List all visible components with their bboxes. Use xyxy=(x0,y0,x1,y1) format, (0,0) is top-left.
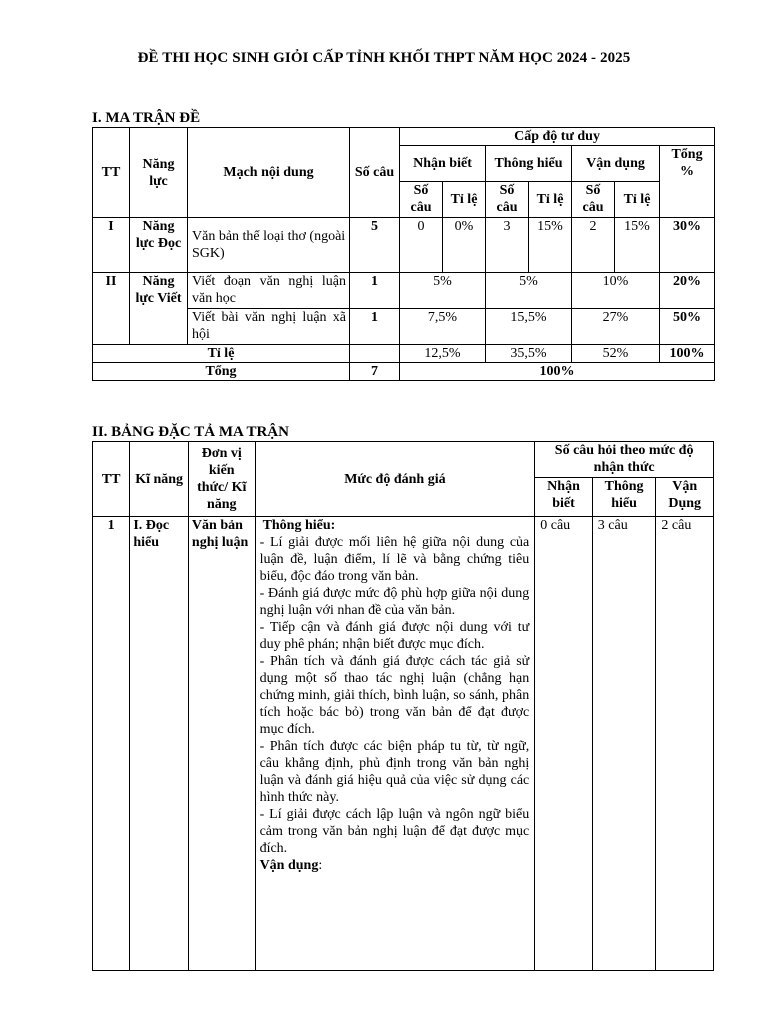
header-van-dung: Vận Dụng xyxy=(656,478,714,517)
row-noi-dung: Viết đoạn văn nghị luận văn học xyxy=(188,273,350,309)
header-vd-ti-le: Tỉ lệ xyxy=(615,182,660,218)
row-ki-nang: I. Đọc hiểu xyxy=(130,517,189,971)
ti-le-so-cau-empty xyxy=(350,345,400,363)
van-dung-line xyxy=(260,857,530,874)
header-tt: TT xyxy=(93,128,130,218)
criterion-item: - Đánh giá được mức độ phù hợp giữa nội dung nghị luận với nhan đề của văn bản. xyxy=(259,586,530,618)
tong-value: 100% xyxy=(400,363,715,381)
header-thong-hieu: Thông hiểu xyxy=(592,478,656,517)
header-nang-luc: Năng lực xyxy=(130,128,188,218)
van-dung-label: Vận dụng xyxy=(259,858,319,873)
criterion-item: - Lí giải được cách lập luận và ngôn ngữ biểu cảm trong văn bản nghị luận để đạt được mục đích. xyxy=(259,807,530,856)
thong-hieu-label: Thông hiểu: xyxy=(262,518,336,533)
row-tong: 20% xyxy=(660,273,715,309)
criterion-item: - Phân tích được các biện pháp tu từ, từ ngữ, câu khẳng định, phủ định trong văn bản nghị luận và đánh giá hiệu quả của việc sử dụng các hình thức này. xyxy=(259,739,530,805)
row-vd-ti-le: 27% xyxy=(572,309,660,345)
row-th: 3 câu xyxy=(592,517,656,971)
header-cap-do-tu-duy: Cấp độ tư duy xyxy=(400,128,715,146)
header-nb-ti-le: Tỉ lệ xyxy=(443,182,486,218)
header-th-ti-le: Tỉ lệ xyxy=(529,182,572,218)
row-tt: I xyxy=(93,218,130,273)
row-th-ti-le: 5% xyxy=(486,273,572,309)
row-muc-do xyxy=(255,517,535,971)
header-th-so-cau: Số câu xyxy=(486,182,529,218)
header-so-cau-hoi: Số câu hỏi theo mức độ nhận thức xyxy=(535,442,714,478)
row-tong: 30% xyxy=(660,218,715,273)
row-tt: 1 xyxy=(93,517,130,971)
ti-le-nb: 12,5% xyxy=(400,345,486,363)
row-vd: 2 câu xyxy=(656,517,714,971)
header-ki-nang: Kĩ năng xyxy=(130,442,189,517)
tong-label: Tổng xyxy=(93,363,350,381)
header-don-vi: Đơn vị kiến thức/ Kĩ năng xyxy=(188,442,255,517)
row-nang-luc: Năng lực Viết xyxy=(130,273,188,345)
row-noi-dung: Văn bản thể loại thơ (ngoài SGK) xyxy=(188,218,350,273)
row-nb-cau: 0 xyxy=(400,218,443,273)
row-th-ti-le: 15% xyxy=(529,218,572,273)
header-vd-so-cau: Số câu xyxy=(572,182,615,218)
header-muc-do: Mức độ đánh giá xyxy=(255,442,535,517)
row-vd-ti-le: 10% xyxy=(572,273,660,309)
header-van-dung: Vận dụng xyxy=(572,146,660,182)
header-thong-hieu: Thông hiểu xyxy=(486,146,572,182)
spec-table xyxy=(92,441,714,971)
van-dung-colon: : xyxy=(318,858,323,873)
header-nb-so-cau: Số câu xyxy=(400,182,443,218)
row-nb-ti-le: 7,5% xyxy=(400,309,486,345)
header-so-cau: Số câu xyxy=(350,128,400,218)
ti-le-label: Tỉ lệ xyxy=(93,345,350,363)
criterion-item: - Tiếp cận và đánh giá được nội dung với tư duy phê phán; nhận biết được mục đích. xyxy=(259,620,530,652)
header-tt: TT xyxy=(93,442,130,517)
row-so-cau: 1 xyxy=(350,309,400,345)
row-vd-cau: 2 xyxy=(572,218,615,273)
header-nhan-biet: Nhận biết xyxy=(400,146,486,182)
row-th-ti-le: 15,5% xyxy=(486,309,572,345)
header-tong: Tổng % xyxy=(660,146,715,218)
row-th-cau: 3 xyxy=(486,218,529,273)
matrix-table xyxy=(92,127,715,381)
header-mach-noi-dung: Mạch nội dung xyxy=(188,128,350,218)
document-title: ĐỀ THI HỌC SINH GIỎI CẤP TỈNH KHỐI THPT NĂM HỌC 2024 - 2025 xyxy=(137,50,631,66)
row-don-vi: Văn bản nghị luận xyxy=(188,517,255,971)
criteria-list xyxy=(260,534,530,857)
row-so-cau: 5 xyxy=(350,218,400,273)
row-nb-ti-le: 5% xyxy=(400,273,486,309)
row-nb: 0 câu xyxy=(535,517,593,971)
section-heading-matrix: I. MA TRẬN ĐỀ xyxy=(92,110,201,126)
tong-so-cau: 7 xyxy=(350,363,400,381)
row-nb-ti-le: 0% xyxy=(443,218,486,273)
row-vd-ti-le: 15% xyxy=(615,218,660,273)
ti-le-tong: 100% xyxy=(660,345,715,363)
header-nhan-biet: Nhận biết xyxy=(535,478,593,517)
criterion-item: - Lí giải được mối liên hệ giữa nội dung của luận đề, luận điểm, lí lẽ và bằng chứng tiêu biểu, độc đáo trong văn bản. xyxy=(259,535,530,584)
ti-le-vd: 52% xyxy=(572,345,660,363)
row-so-cau: 1 xyxy=(350,273,400,309)
ti-le-th: 35,5% xyxy=(486,345,572,363)
row-tong: 50% xyxy=(660,309,715,345)
criterion-item: - Phân tích và đánh giá được cách tác giả sử dụng một số thao tác nghị luận (chẳng hạn chứng minh, giải thích, bình luận, so sánh, phân tích hoặc bác bỏ) trong văn bản để đạt được mục đích. xyxy=(259,654,530,737)
row-tt: II xyxy=(93,273,130,345)
row-noi-dung: Viết bài văn nghị luận xã hội xyxy=(188,309,350,345)
row-nang-luc: Năng lực Đọc xyxy=(130,218,188,273)
section-heading-spec: II. BẢNG ĐẶC TẢ MA TRẬN xyxy=(92,424,289,440)
